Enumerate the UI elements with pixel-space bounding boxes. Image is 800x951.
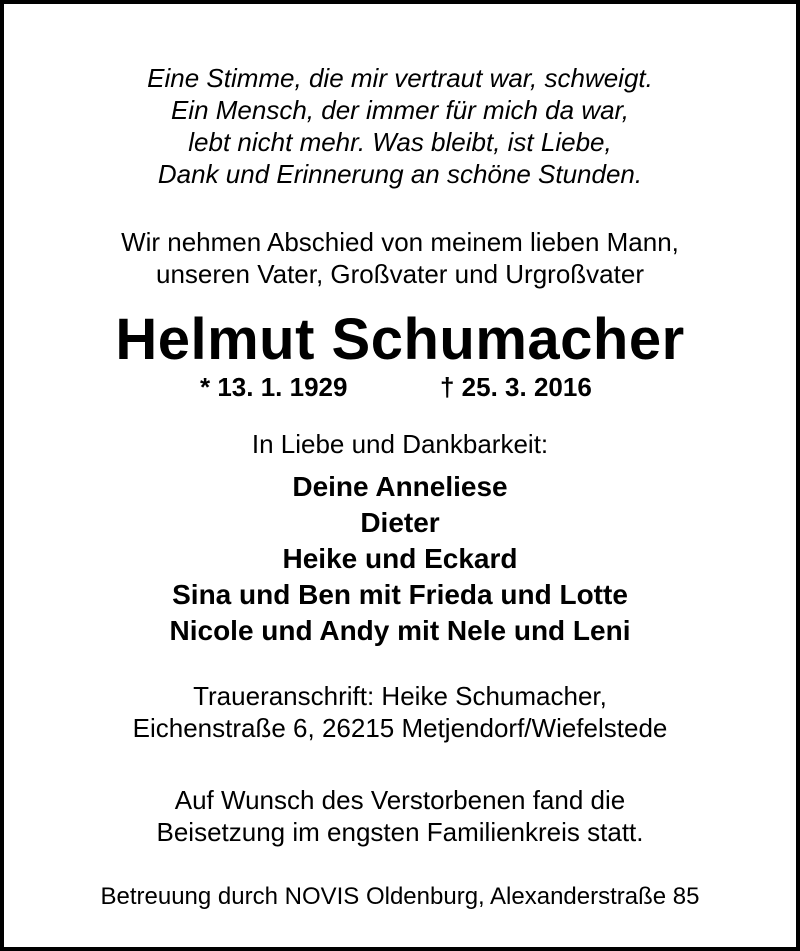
family-line: Sina und Ben mit Frieda und Lotte	[172, 579, 628, 610]
deceased-name: Helmut Schumacher	[115, 307, 685, 372]
poem-line: Dank und Erinnerung an schöne Stunden.	[157, 159, 643, 189]
family-line: Nicole und Andy mit Nele und Leni	[169, 615, 631, 646]
poem-line: Eine Stimme, die mir vertraut war, schweigt.	[147, 63, 653, 93]
address-line: Traueranschrift: Heike Schumacher,	[193, 681, 607, 711]
birth-date: * 13. 1. 1929	[200, 372, 348, 402]
mourning-line: In Liebe und Dankbarkeit:	[251, 429, 549, 459]
poem-line: Ein Mensch, der immer für mich da war,	[170, 95, 630, 125]
burial-note-line: Auf Wunsch des Verstorbenen fand die	[174, 785, 626, 815]
undertaker-line: Betreuung durch NOVIS Oldenburg, Alexanderstraße 85	[100, 883, 700, 910]
family-line: Heike und Eckard	[282, 543, 518, 574]
poem-line: lebt nicht mehr. Was bleibt, ist Liebe,	[188, 127, 612, 157]
family-line: Deine Anneliese	[292, 471, 508, 502]
life-dates	[4, 371, 796, 403]
intro-line: Wir nehmen Abschied von meinem lieben Mann,	[121, 227, 679, 257]
death-date: † 25. 3. 2016	[440, 372, 592, 402]
intro-line: unseren Vater, Großvater und Urgroßvater	[156, 259, 644, 289]
burial-note-line: Beisetzung im engsten Familienkreis statt.	[156, 817, 644, 847]
address-line: Eichenstraße 6, 26215 Metjendorf/Wiefelstede	[132, 713, 668, 743]
family-line: Dieter	[360, 507, 440, 538]
